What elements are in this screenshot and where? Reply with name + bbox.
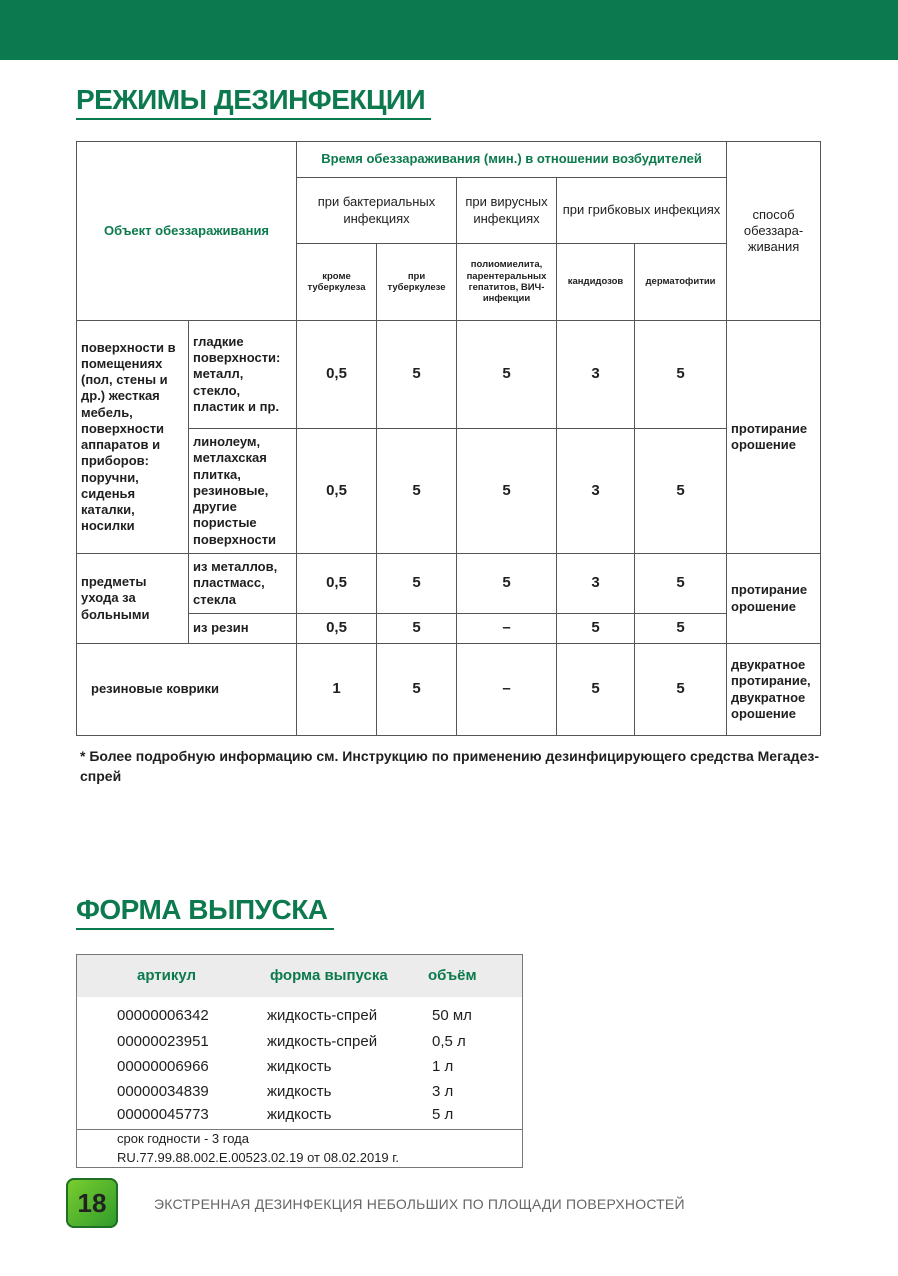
table-row bbox=[77, 1106, 522, 1128]
row-group-label: резиновые коврики bbox=[77, 644, 297, 736]
footer-running-title: ЭКСТРЕННАЯ ДЕЗИНФЕКЦИЯ НЕБОЛЬШИХ ПО ПЛОЩАДИ ПОВЕРХНОСТЕЙ bbox=[154, 1196, 685, 1212]
value-cell: 5 bbox=[557, 614, 635, 644]
table-row bbox=[77, 429, 821, 554]
section-title-release: ФОРМА ВЫПУСКА bbox=[76, 894, 328, 925]
release-table-header bbox=[77, 955, 522, 997]
value-cell: 5 bbox=[457, 321, 557, 429]
subheader-dermatophytes: дерматофитии bbox=[635, 244, 727, 321]
subheader-tb: при туберкулезе bbox=[377, 244, 457, 321]
value-cell: 5 bbox=[377, 429, 457, 554]
table-row bbox=[77, 1033, 522, 1055]
registration-number: RU.77.99.88.002.Е.00523.02.19 от 08.02.2019 г. bbox=[117, 1149, 400, 1165]
value-cell: 5 bbox=[457, 554, 557, 614]
header-article: артикул bbox=[137, 967, 197, 984]
value-cell: 5 bbox=[635, 321, 727, 429]
subheader-except-tb: кроме туберкулеза bbox=[297, 244, 377, 321]
release-footer bbox=[77, 1129, 522, 1168]
row-sub-label: из металлов, пластмасс, стекла bbox=[189, 554, 297, 614]
page-number: 18 bbox=[77, 1188, 107, 1218]
header-method: способ обеззара-живания bbox=[727, 142, 821, 321]
value-cell: 5 bbox=[635, 429, 727, 554]
volume-cell: 0,5 л bbox=[432, 1033, 466, 1050]
table-row bbox=[77, 321, 821, 429]
row-group-label: предметы ухода за больными bbox=[77, 554, 189, 644]
method-cell: протирание орошение bbox=[727, 554, 821, 644]
row-sub-label: линолеум, метлахская плитка, резиновые, другие пористые поверхности bbox=[189, 429, 297, 554]
header-bacterial: при бактериальных инфекциях bbox=[297, 178, 457, 244]
value-cell: 5 bbox=[377, 644, 457, 736]
volume-cell: 3 л bbox=[432, 1083, 454, 1100]
method-cell: протирание орошение bbox=[727, 321, 821, 554]
table-row bbox=[77, 1083, 522, 1105]
value-cell: 5 bbox=[635, 614, 727, 644]
value-cell: 3 bbox=[557, 554, 635, 614]
volume-cell: 5 л bbox=[432, 1106, 454, 1123]
footnote: * Более подробную информацию см. Инструкцию по применению дезинфицирующего средства Мегадез-спрей bbox=[80, 748, 819, 784]
value-cell: – bbox=[457, 644, 557, 736]
table-row bbox=[77, 554, 821, 614]
form-cell: жидкость-спрей bbox=[267, 1007, 378, 1024]
value-cell: 0,5 bbox=[297, 554, 377, 614]
article-cell: 00000006342 bbox=[117, 1007, 209, 1024]
subheader-viral: полиомиелита, парентеральных гепатитов, ВИЧ-инфекции bbox=[457, 244, 557, 321]
header-object: Объект обеззараживания bbox=[77, 142, 297, 321]
section-title-modes: РЕЖИМЫ ДЕЗИНФЕКЦИИ bbox=[76, 84, 426, 115]
header-form: форма выпуска bbox=[270, 967, 388, 984]
subheader-candida: кандидозов bbox=[557, 244, 635, 321]
release-form-table bbox=[76, 954, 523, 1168]
volume-cell: 50 мл bbox=[432, 1007, 472, 1024]
article-cell: 00000006966 bbox=[117, 1058, 209, 1075]
form-cell: жидкость bbox=[267, 1058, 332, 1075]
value-cell: 3 bbox=[557, 429, 635, 554]
value-cell: 5 bbox=[557, 644, 635, 736]
value-cell: 5 bbox=[377, 321, 457, 429]
volume-cell: 1 л bbox=[432, 1058, 454, 1075]
method-cell: двукратное протирание, двукратное орошение bbox=[727, 644, 821, 736]
shelf-life: срок годности - 3 года bbox=[117, 1131, 249, 1146]
table-row bbox=[77, 1007, 522, 1029]
value-cell: 5 bbox=[635, 554, 727, 614]
form-cell: жидкость bbox=[267, 1106, 332, 1123]
value-cell: 3 bbox=[557, 321, 635, 429]
row-sub-label: гладкие поверхности: металл, стекло, пластик и пр. bbox=[189, 321, 297, 429]
article-cell: 00000034839 bbox=[117, 1083, 209, 1100]
value-cell: 0,5 bbox=[297, 614, 377, 644]
header-viral: при вирусных инфекциях bbox=[457, 178, 557, 244]
value-cell: 1 bbox=[297, 644, 377, 736]
form-cell: жидкость bbox=[267, 1083, 332, 1100]
top-green-bar bbox=[0, 0, 898, 60]
value-cell: 5 bbox=[377, 614, 457, 644]
value-cell: 0,5 bbox=[297, 321, 377, 429]
value-cell: 5 bbox=[377, 554, 457, 614]
disinfection-modes-table bbox=[76, 141, 821, 736]
value-cell: 5 bbox=[635, 644, 727, 736]
value-cell: 0,5 bbox=[297, 429, 377, 554]
table-row bbox=[77, 644, 821, 736]
article-cell: 00000045773 bbox=[117, 1106, 209, 1123]
table-row bbox=[77, 1058, 522, 1080]
article-cell: 00000023951 bbox=[117, 1033, 209, 1050]
value-cell: 5 bbox=[457, 429, 557, 554]
header-volume: объём bbox=[428, 967, 477, 984]
table-row bbox=[77, 614, 821, 644]
header-fungal: при грибковых инфекциях bbox=[557, 178, 727, 244]
row-group-label: поверхности в помещениях (пол, стены и др.) жесткая мебель, поверхности аппаратов и приборов: поручни, сиденья каталки, носилки bbox=[77, 321, 189, 554]
header-time: Время обеззараживания (мин.) в отношении возбудителей bbox=[297, 142, 727, 178]
value-cell: – bbox=[457, 614, 557, 644]
row-sub-label: из резин bbox=[189, 614, 297, 644]
page-number-badge bbox=[66, 1178, 118, 1228]
form-cell: жидкость-спрей bbox=[267, 1033, 378, 1050]
